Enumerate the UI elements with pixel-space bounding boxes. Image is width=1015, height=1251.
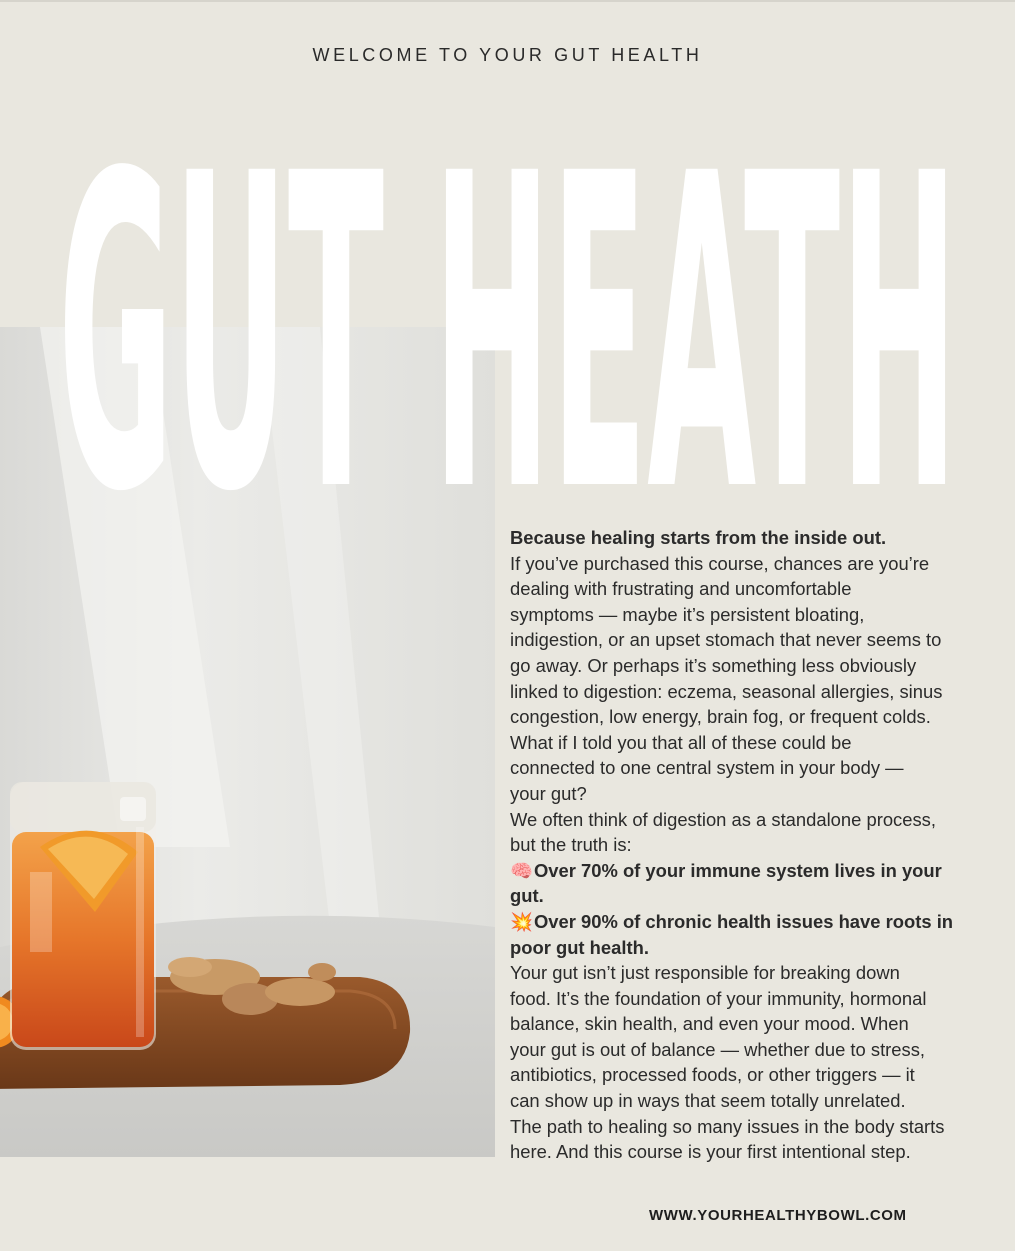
- paragraph-line: We often think of digestion as a standalone process,: [510, 808, 936, 830]
- fact-immune: [510, 858, 990, 884]
- body-copy: [510, 525, 990, 1165]
- page-subtitle: WELCOME TO YOUR GUT HEALTH: [312, 45, 703, 65]
- paragraph-line: linked to digestion: eczema, seasonal allergies, sinus: [510, 680, 943, 702]
- fact-chronic: [510, 909, 990, 935]
- paragraph-line: connected to one central system in your body —: [510, 757, 904, 779]
- hero-photo: [0, 327, 495, 1157]
- fact-immune-line2: gut.: [510, 885, 544, 907]
- closing-line: Your gut isn’t just responsible for breaking down: [510, 962, 900, 984]
- paragraph-line: but the truth is:: [510, 834, 632, 856]
- fact-chronic-line1: Over 90% of chronic health issues have roots in: [534, 910, 954, 932]
- closing-line: here. And this course is your first intentional step.: [510, 1141, 911, 1163]
- closing-line: your gut is out of balance — whether due to stress,: [510, 1038, 926, 1060]
- closing-line: can show up in ways that seem totally unrelated.: [510, 1090, 906, 1112]
- fact-immune-line1: Over 70% of your immune system lives in your: [534, 859, 942, 881]
- lead-heading: Because healing starts from the inside out.: [510, 527, 887, 548]
- closing-line: antibiotics, processed foods, or other triggers — it: [510, 1064, 915, 1086]
- paragraph-line: If you’ve purchased this course, chances are you’re: [510, 552, 930, 574]
- closing-line: food. It’s the foundation of your immunity, hormonal: [510, 987, 927, 1009]
- paragraph-line: congestion, low energy, brain fog, or frequent colds.: [510, 706, 931, 728]
- fact-chronic-line2: poor gut health.: [510, 936, 649, 958]
- closing-line: The path to healing so many issues in the body starts: [510, 1115, 945, 1137]
- paragraph-line: go away. Or perhaps it’s something less obviously: [510, 654, 917, 676]
- big-title-text: GUT HEATH: [58, 82, 958, 500]
- paragraph-line: your gut?: [510, 782, 587, 804]
- brain-icon: 🧠: [510, 859, 533, 881]
- collision-icon: 💥: [510, 910, 533, 932]
- website-link[interactable]: WWW.YOURHEALTHYBOWL.COM: [649, 1207, 907, 1224]
- paragraph-line: What if I told you that all of these could be: [510, 731, 852, 753]
- paragraph-line: dealing with frustrating and uncomfortable: [510, 578, 852, 600]
- paragraph-line: symptoms — maybe it’s persistent bloating,: [510, 603, 865, 625]
- top-border: [0, 0, 1015, 2]
- closing-line: balance, skin health, and even your mood. When: [510, 1013, 909, 1035]
- paragraph-line: indigestion, or an upset stomach that never seems to: [510, 629, 942, 651]
